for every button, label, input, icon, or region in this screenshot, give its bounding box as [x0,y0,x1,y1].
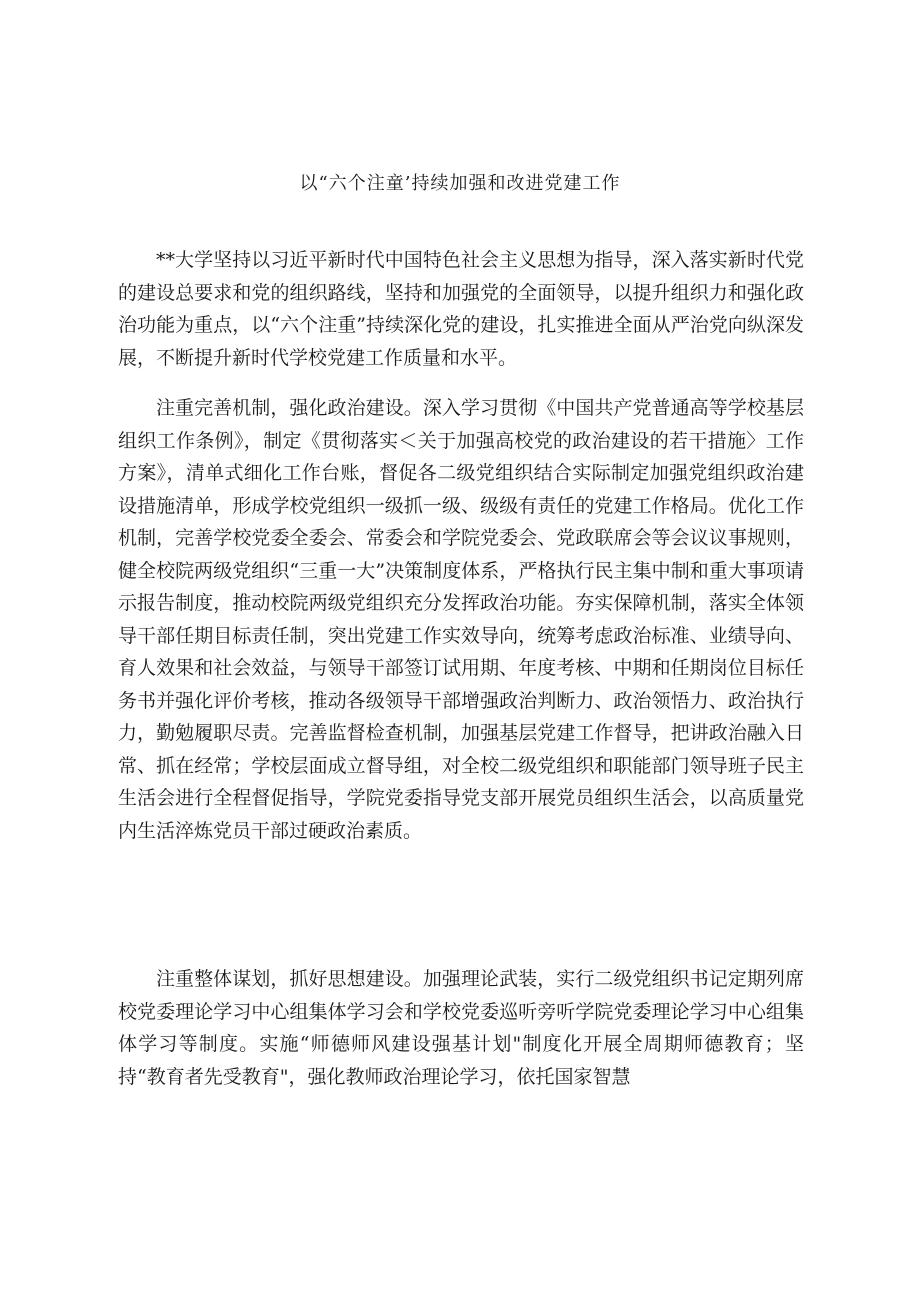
paragraph-intro: **大学坚持以习近平新时代中国特色社会主义思想为指导，深入落实新时代党的建设总要求和党的组织路线，坚持和加强党的全面领导，以提升组织力和强化政治功能为重点，以“六个注重”持续深化党的建设，扎实推进全面从严治党向纵深发展，不断提升新时代学校党建工作质量和水平。 [118,249,804,369]
paragraph-ideological-building: 注重整体谋划，抓好思想建设。加强理论武装，实行二级党组织书记定期列席校党委理论学习中心组集体学习会和学校党委巡听旁听学院党委理论学习中心组集体学习等制度。实施“师德师风建设强基计划"制度化开展全周期师德教育；坚持“教育者先受教育"，强化教师政治理论学习，依托国家智慧 [118,968,804,1088]
document-title: 以“六个注童’持续加强和改进党建工作 [299,173,621,194]
paragraph-political-building: 注重完善机制，强化政治建设。深入学习贯彻《中国共产党普通高等学校基层组织工作条例》，制定《贯彻落实＜关于加强高校党的政治建设的若干措施〉工作方案》，清单式细化工作台账，督促各二级党组织结合实际制定加强党组织政治建设措施清单，形成学校党组织一级抓一级、级级有责任的党建工作格局。优化工作机制，完善学校党委全委会、常委会和学院党委会、党政联席会等会议议事规则，健全校院两级党组织“三重一大”决策制度体系，严格执行民主集中制和重大事项请示报告制度，推动校院两级党组织充分发挥政治功能。夯实保障机制，落实全体领导干部任期目标责任制，突出党建工作实效导向，统筹考虑政治标准、业绩导向、育人效果和社会效益，与领导干部签订试用期、年度考核、中期和任期岗位目标任务书并强化评价考核，推动各级领导干部增强政治判断力、政治领悟力、政治执行力，勤勉履职尽责。完善监督检查机制，加强基层党建工作督导，把讲政治融入日常、抓在经常；学校层面成立督导组，对全校二级党组织和职能部门领导班子民主生活会进行全程督促指导，学院党委指导党支部开展党员组织生活会，以高质量党内生活淬炼党员干部过硬政治素质。 [118,397,804,842]
